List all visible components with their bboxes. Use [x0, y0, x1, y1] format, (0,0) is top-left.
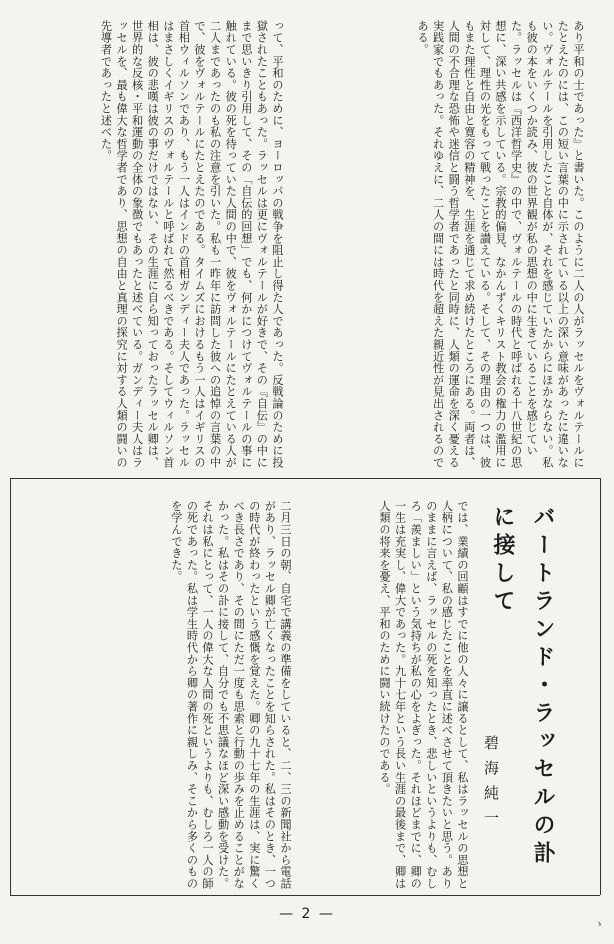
section-divider-top: [10, 478, 600, 479]
box-border-right: [600, 478, 601, 895]
upper-right-text-block: あり平和の士であった』と書いた。このように二人の人がラッセルをヴォルテールにたとえたのには、この短い言葉の中に示されている以上の深い意味があったに違いない。ヴォルテールを引用したこと自体が、それを感じていたからにほかならない。私も彼の本をいくつか読み、彼の世界観が私の思想の中に生きていることを感じていた。ラッセルは『西洋哲学史』の中で、ヴォルテールの時代と呼ばれる十八世紀の思想に、深い共感を示している。宗教的偏見、なかんずくキリスト教会の権力の濫用に対して、理性の光をもって戦ったことを讃えている。そして、その理由の一つは、彼もまた理性と自由と寛容の精神を、生涯を通じて求め続けたところにある。両者は、人間の不合理な恐怖や迷信と闘う哲学者であったと同時に、人類の運命を深く憂える実践家でもあった。それゆえに、二人の間には時代を超えた親近性が見出されるのである。: [416, 20, 585, 469]
corner-mark: ゝ: [594, 919, 604, 930]
article-title: バートランド・ラッセルの訃に接して: [490, 505, 555, 869]
article-body-right: では、業績の回顧はすでに他の人々に譲るとして、私はラッセルの思想と人柄について、私の感じたことを率直に述べさせて頂きたいと思う。ありのままに言えば、ラッセルの死を知ったとき、悲しいというよりも、むしろ「羨ましい」という気持ちが私の心をよぎった。それほどまでに、卿の一生は充実し、偉大であった。九十七年という長い生涯の最後まで、卿は人類の将来を憂え、平和のために闘い続けたのである。: [378, 500, 469, 890]
upper-left-text-block: って、平和のために、ヨーロッパの戦争を阻止し得た人であった。反戦論のために投獄されたこともあった。ラッセルは更にヴォルテールが好きで、その『自伝』の中にまで思いきり引用して、その「自伝的回想」でも、何かにつけてヴォルテールの事に触れている。彼の死を待っていた人間の中で、彼をヴォルテールにたとえている人が二人まであったのも私の注意を引いた。私も一昨年に訪問した彼への追悼の言葉の中で、彼をヴォルテールにたとえたのである。タイムズにおけるもう一人はイギリスの首相ウィルソンであり、もう一人はインドの首相ガンディー夫人であった。ラッセルはまさしくイギリスのヴォルテールと呼ばれて然るべきである。そしてウィルソン首相は、彼の悲嘆は彼の事だけではない、その生涯に自ら知っておったラッセル卿は、世界的な反核・平和運動の全体の象徴でもあったと述べている。ガンディー夫人はラッセルを、最も偉大な哲学者であり、思想の自由と真理の探究に対する人類の闘いの先導者であったと述べた。: [99, 20, 284, 469]
box-border-left: [10, 478, 11, 895]
article-body-left: 二月三日の朝、自宅で講義の準備をしていると、二、三の新聞社から電話があり、ラッセル卿が亡くなったことを知らされた。私はそのとき、一つの時代が終わったという感慨を覚えた。卿の九十七年の生涯は、実に驚くべき長さであり、その間にただ一度も思索と行動の歩みを止めることがなかった。私はその訃に接して、自分でも不思議なほど深い感動を受けた。それは私にとって、一人の偉大な人間の死というよりも、むしろ一人の師の死であった。私は学生時代から卿の著作に親しみ、そこから多くのものを学んできた。: [169, 500, 292, 890]
author-name: 碧海純一: [482, 735, 500, 835]
page-number: — 2 —: [279, 906, 335, 922]
